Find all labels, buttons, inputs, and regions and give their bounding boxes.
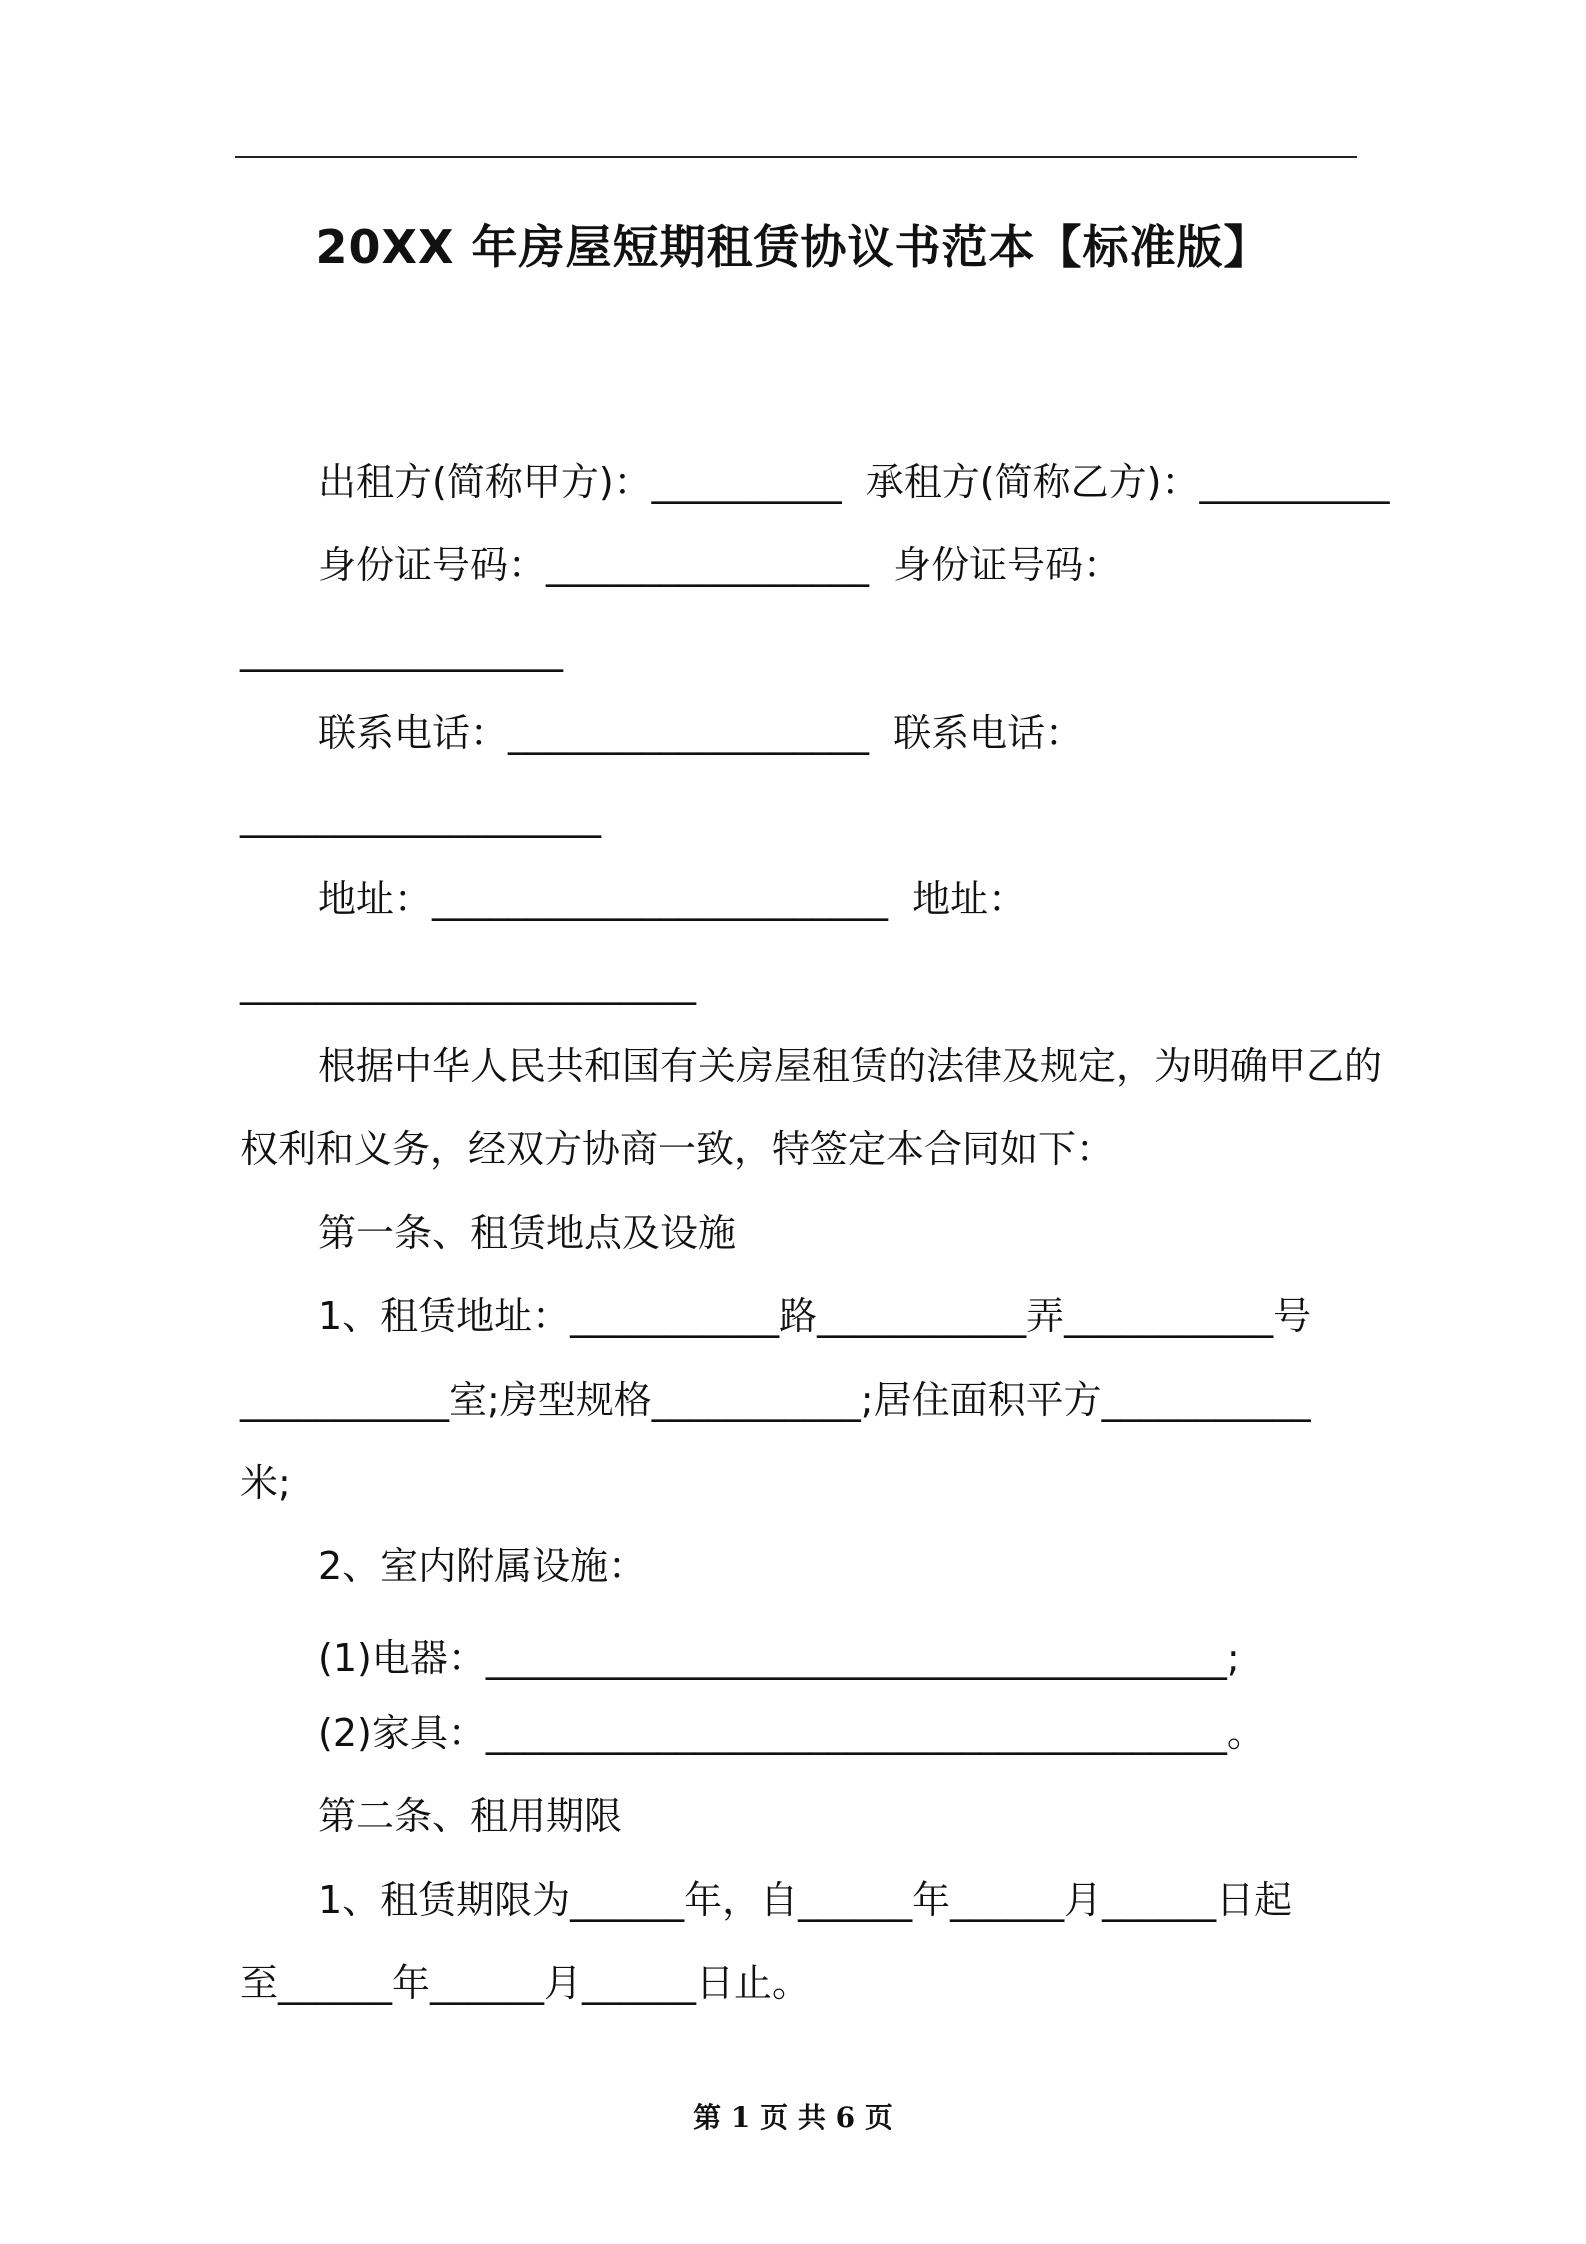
party-names-line: 出租方(简称甲方)：__________ 承租方(简称乙方)：__________	[318, 460, 1390, 504]
phone-blank-line: ___________________	[240, 794, 601, 838]
id-number-line: 身份证号码：_________________ 身份证号码：	[318, 543, 1122, 587]
phone-line: 联系电话：___________________ 联系电话：	[318, 711, 1084, 755]
article-1-heading: 第一条、租赁地点及设施	[318, 1211, 737, 1255]
rental-address-line: 1、租赁地址：___________路___________弄___________号	[318, 1294, 1312, 1338]
article-2-heading: 第二条、租用期限	[318, 1794, 623, 1838]
header-rule	[235, 156, 1357, 158]
furniture-line: (2)家具：_______________________________________。	[318, 1711, 1265, 1755]
document-title: 20XX 年房屋短期租赁协议书范本【标准版】	[315, 220, 1271, 274]
facilities-heading: 2、室内附属设施：	[318, 1544, 647, 1588]
preamble-line-2: 权利和义务，经双方协商一致，特签定本合同如下：	[240, 1127, 1115, 1171]
appliances-line: (1)电器：_______________________________________;	[318, 1636, 1240, 1680]
address-blank-line: ________________________	[240, 961, 696, 1005]
room-spec-line: ___________室;房型规格___________;居住面积平方___________	[240, 1378, 1311, 1422]
room-spec-unit-line: 米;	[240, 1461, 291, 1505]
lease-term-line-2: 至______年______月______日止。	[240, 1961, 811, 2005]
lease-term-line-1: 1、租赁期限为______年，自______年______月______日起	[318, 1878, 1293, 1922]
address-line: 地址：________________________ 地址：	[318, 877, 1027, 921]
id-number-blank-line: _________________	[240, 628, 563, 672]
page-number: 第 1 页 共 6 页	[693, 2101, 893, 2134]
preamble-line-1: 根据中华人民共和国有关房屋租赁的法律及规定，为明确甲乙的	[318, 1044, 1383, 1088]
